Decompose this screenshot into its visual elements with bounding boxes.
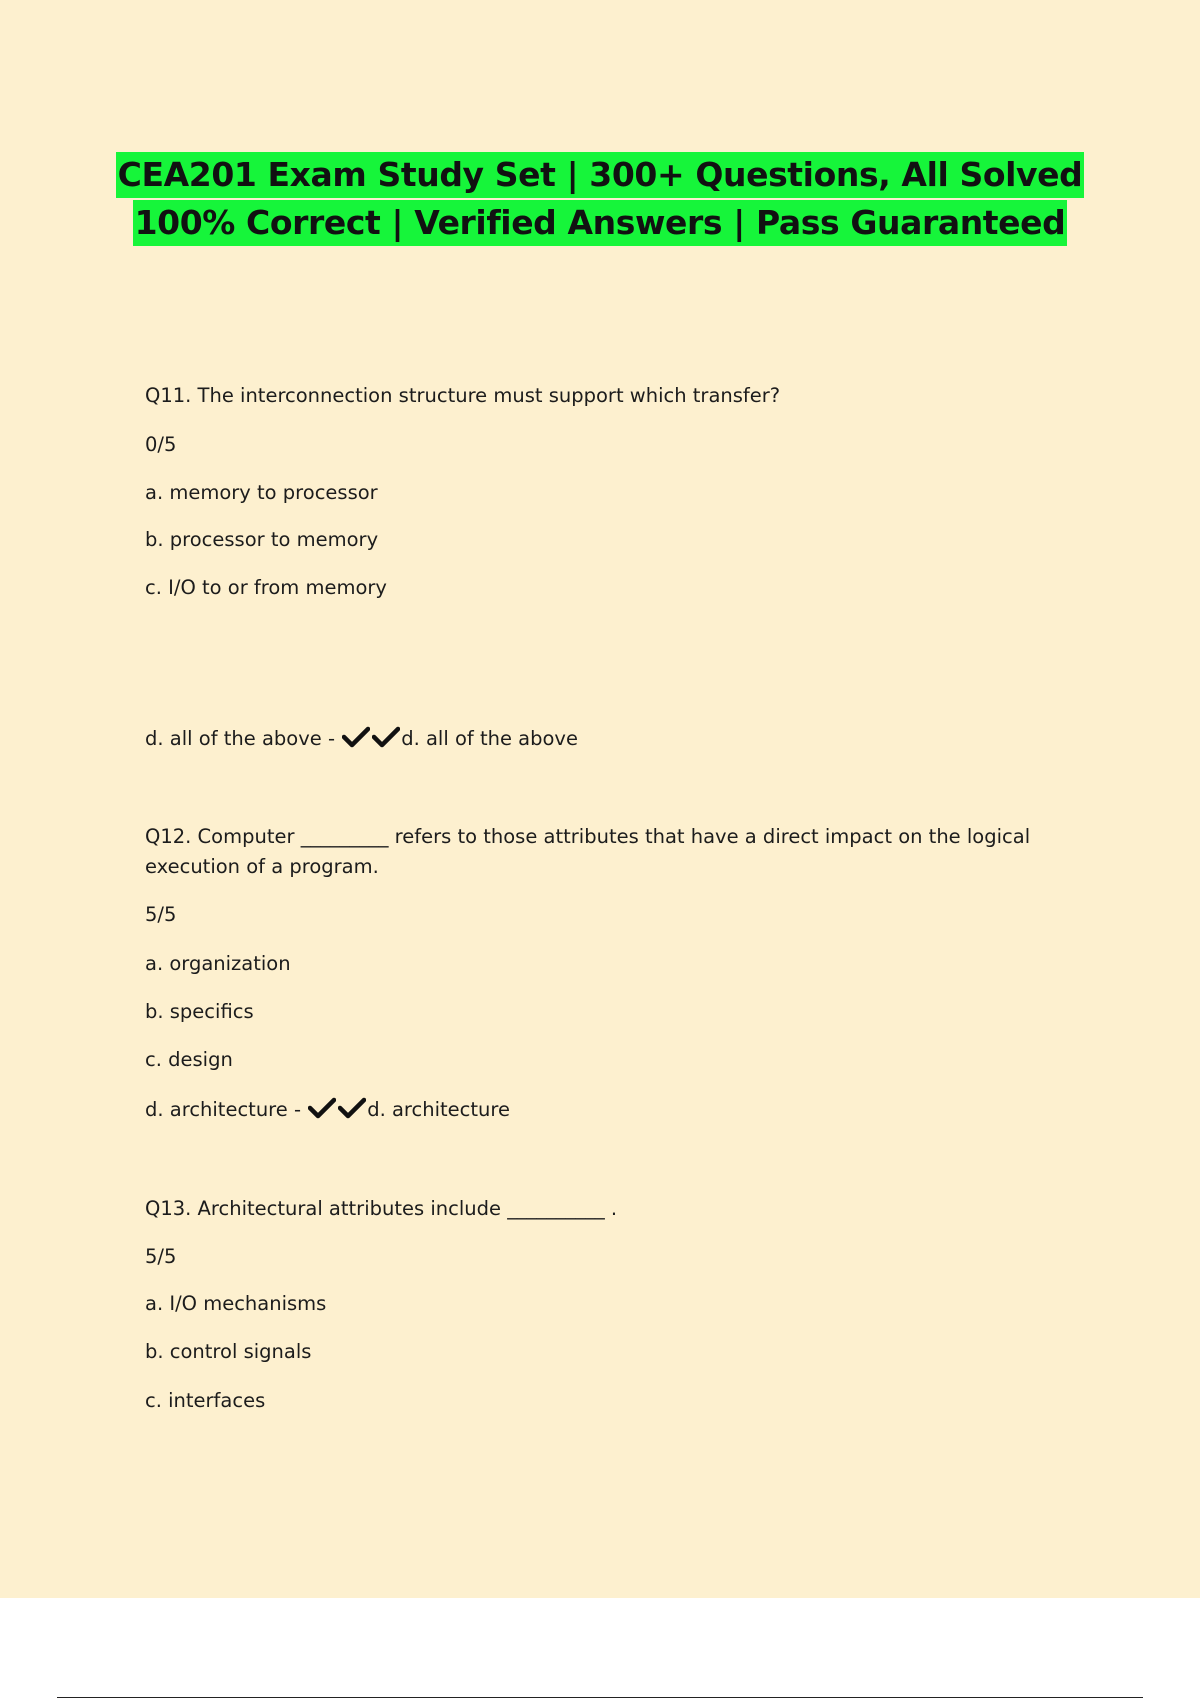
correct-answer-text: d. architecture — [367, 1098, 510, 1121]
answer-option: c. I/O to or from memory — [145, 576, 387, 599]
correct-answer-line — [145, 1095, 510, 1125]
check-icon — [308, 1097, 336, 1119]
answer-option: c. design — [145, 1048, 233, 1071]
check-icon — [338, 1097, 366, 1119]
document-title — [0, 152, 1200, 246]
answer-option: b. specifics — [145, 1000, 254, 1023]
answer-option: b. processor to memory — [145, 528, 379, 551]
question-score: 5/5 — [145, 903, 177, 926]
answer-option: a. I/O mechanisms — [145, 1292, 327, 1315]
correct-answer-text: d. all of the above — [401, 727, 578, 750]
answer-option: a. organization — [145, 952, 291, 975]
answer-option: d. all of the above - — [145, 727, 335, 750]
question-score: 0/5 — [145, 433, 177, 456]
answer-option: b. control signals — [145, 1340, 312, 1363]
question-text: Q12. Computer _________ refers to those attributes that have a direct impact on the logical execution of a program. — [145, 825, 1031, 878]
answer-option: d. architecture - — [145, 1098, 301, 1121]
page-divider — [57, 1697, 1143, 1698]
check-icon — [342, 726, 370, 748]
question-text: Q13. Architectural attributes include __________ . — [145, 1197, 618, 1220]
check-icon — [372, 726, 400, 748]
answer-option: a. memory to processor — [145, 481, 378, 504]
question-score: 5/5 — [145, 1245, 177, 1268]
correct-answer-line — [145, 724, 578, 754]
title-line-2: 100% Correct | Verified Answers | Pass Guaranteed — [133, 200, 1068, 246]
answer-option: c. interfaces — [145, 1389, 266, 1412]
question-text: Q11. The interconnection structure must support which transfer? — [145, 384, 781, 407]
title-line-1: CEA201 Exam Study Set | 300+ Questions, All Solved — [116, 152, 1085, 198]
